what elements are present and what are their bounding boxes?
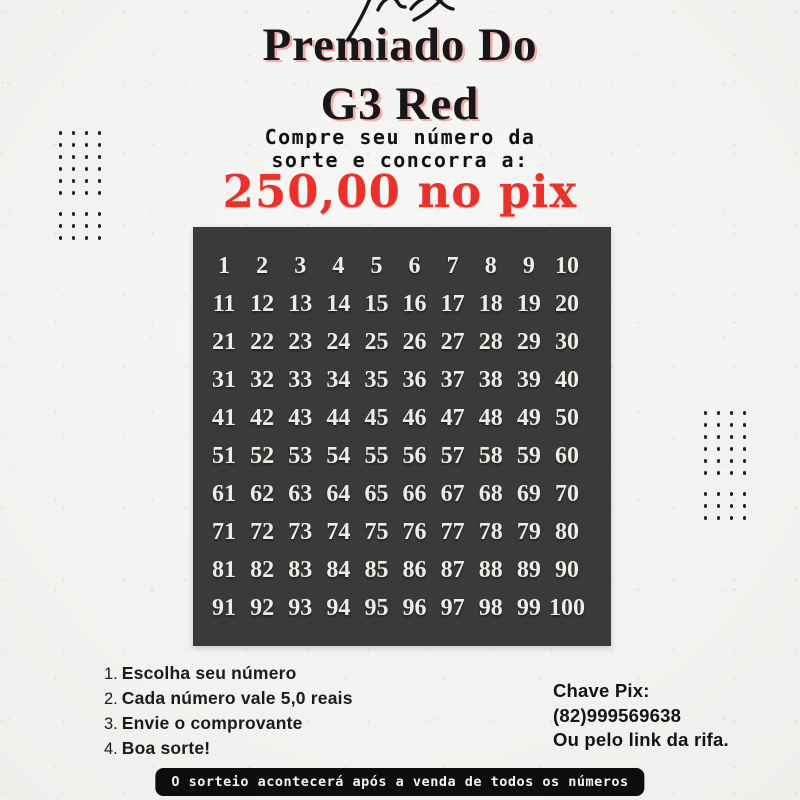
raffle-number-7: 7 — [446, 252, 459, 279]
raffle-number-33: 33 — [288, 366, 313, 393]
dot — [59, 179, 63, 183]
dot — [743, 492, 747, 496]
dot-pattern-right-icon — [699, 407, 751, 524]
dot — [72, 179, 76, 183]
dot — [717, 471, 721, 475]
instruction-item-2 — [104, 686, 353, 711]
raffle-number-6: 6 — [408, 252, 421, 279]
dot — [59, 236, 63, 240]
raffle-number-20: 20 — [554, 290, 579, 317]
raffle-number-37: 37 — [440, 366, 465, 393]
dot — [98, 224, 102, 228]
raffle-number-73: 73 — [288, 518, 313, 545]
instruction-item-3 — [104, 711, 353, 736]
dot-group — [699, 407, 751, 479]
raffle-number-92: 92 — [250, 594, 275, 621]
instruction-number: 1. — [104, 665, 118, 683]
raffle-number-99: 99 — [516, 594, 541, 621]
raffle-number-10: 10 — [554, 252, 579, 279]
dot — [730, 411, 734, 415]
pix-info-alt: Ou pelo link da rifa. — [553, 729, 729, 750]
raffle-number-60: 60 — [554, 442, 579, 469]
pix-info-label: Chave Pix: — [553, 680, 650, 701]
dot — [743, 471, 747, 475]
raffle-number-95: 95 — [364, 594, 389, 621]
raffle-number-74: 74 — [326, 518, 351, 545]
raffle-number-56: 56 — [402, 442, 427, 469]
raffle-number-68: 68 — [478, 480, 503, 507]
dot — [85, 167, 89, 171]
raffle-number-65: 65 — [364, 480, 389, 507]
raffle-number-61: 61 — [212, 480, 237, 507]
raffle-number-88: 88 — [478, 556, 503, 583]
raffle-number-51: 51 — [212, 442, 237, 469]
raffle-number-9: 9 — [522, 252, 535, 279]
dot — [730, 447, 734, 451]
dot — [72, 224, 76, 228]
raffle-number-93: 93 — [288, 594, 313, 621]
instruction-text: Envie o comprovante — [121, 713, 303, 733]
dot — [730, 492, 734, 496]
raffle-number-34: 34 — [326, 366, 351, 393]
raffle-number-42: 42 — [250, 404, 275, 431]
subtitle-line-2: sorte e concorra a: — [271, 148, 529, 172]
dot-group — [54, 208, 106, 244]
raffle-number-19: 19 — [516, 290, 541, 317]
raffle-number-59: 59 — [516, 442, 541, 469]
dot — [59, 155, 63, 159]
prize-amount: 250,00 no pix — [222, 165, 578, 218]
raffle-number-46: 46 — [402, 404, 427, 431]
dot-group — [54, 127, 106, 199]
raffle-number-29: 29 — [516, 328, 541, 355]
dot — [85, 191, 89, 195]
pix-key-number: (82)999569638 — [553, 704, 682, 726]
raffle-number-1: 1 — [218, 252, 231, 279]
dot — [704, 423, 708, 427]
dot — [704, 411, 708, 415]
raffle-number-66: 66 — [402, 480, 427, 507]
raffle-number-98: 98 — [478, 594, 503, 621]
instruction-item-4 — [104, 736, 353, 761]
raffle-number-94: 94 — [326, 594, 351, 621]
dot — [72, 131, 76, 135]
raffle-number-39: 39 — [516, 366, 541, 393]
dot — [98, 167, 102, 171]
dot — [85, 155, 89, 159]
raffle-number-76: 76 — [402, 518, 427, 545]
raffle-number-70: 70 — [554, 480, 579, 507]
dot — [717, 423, 721, 427]
dot — [730, 435, 734, 439]
raffle-number-26: 26 — [402, 328, 427, 355]
dot — [743, 459, 747, 463]
raffle-number-53: 53 — [288, 442, 313, 469]
instruction-number: 4. — [104, 740, 118, 758]
raffle-number-21: 21 — [212, 328, 237, 355]
dot — [85, 236, 89, 240]
dot — [59, 212, 63, 216]
dot — [717, 435, 721, 439]
dot — [72, 167, 76, 171]
dot — [98, 131, 102, 135]
dot — [743, 435, 747, 439]
raffle-number-57: 57 — [440, 442, 465, 469]
pix-info — [553, 679, 729, 753]
raffle-number-84: 84 — [326, 556, 351, 583]
raffle-number-12: 12 — [250, 290, 275, 317]
dot — [72, 143, 76, 147]
dot — [72, 236, 76, 240]
raffle-number-31: 31 — [212, 366, 237, 393]
raffle-number-89: 89 — [516, 556, 541, 583]
instruction-text: Escolha seu número — [121, 663, 297, 683]
raffle-number-11: 11 — [212, 290, 236, 317]
raffle-number-3: 3 — [294, 252, 307, 279]
dot — [730, 471, 734, 475]
raffle-number-2: 2 — [256, 252, 269, 279]
raffle-number-90: 90 — [554, 556, 579, 583]
raffle-number-91: 91 — [212, 594, 237, 621]
raffle-number-63: 63 — [288, 480, 313, 507]
dot — [743, 411, 747, 415]
raffle-number-4: 4 — [332, 252, 345, 279]
dot — [98, 212, 102, 216]
dot — [85, 212, 89, 216]
title-line-2: G3 Red — [320, 78, 480, 130]
raffle-number-52: 52 — [250, 442, 275, 469]
raffle-number-27: 27 — [440, 328, 465, 355]
raffle-number-64: 64 — [326, 480, 351, 507]
dot — [704, 492, 708, 496]
dot — [59, 224, 63, 228]
raffle-number-49: 49 — [516, 404, 541, 431]
dot — [717, 411, 721, 415]
raffle-number-43: 43 — [288, 404, 313, 431]
raffle-number-38: 38 — [478, 366, 503, 393]
raffle-number-55: 55 — [364, 442, 389, 469]
raffle-number-35: 35 — [364, 366, 389, 393]
raffle-number-71: 71 — [212, 518, 237, 545]
dot — [704, 459, 708, 463]
dot — [743, 504, 747, 508]
dot — [59, 167, 63, 171]
raffle-number-77: 77 — [440, 518, 465, 545]
dot — [704, 471, 708, 475]
title-line-1: Premiado Do — [262, 19, 538, 71]
raffle-number-grid — [193, 227, 611, 646]
raffle-number-15: 15 — [364, 290, 389, 317]
page-title — [0, 16, 800, 134]
dot — [85, 143, 89, 147]
raffle-number-24: 24 — [326, 328, 351, 355]
dot — [72, 191, 76, 195]
raffle-number-54: 54 — [326, 442, 351, 469]
instruction-text: Boa sorte! — [121, 738, 211, 758]
dot — [59, 131, 63, 135]
raffle-number-32: 32 — [250, 366, 275, 393]
raffle-number-45: 45 — [364, 404, 389, 431]
dot — [98, 179, 102, 183]
raffle-number-97: 97 — [440, 594, 465, 621]
raffle-number-13: 13 — [288, 290, 313, 317]
raffle-number-47: 47 — [440, 404, 465, 431]
dot — [704, 504, 708, 508]
raffle-number-78: 78 — [478, 518, 503, 545]
raffle-number-36: 36 — [402, 366, 427, 393]
dot — [730, 504, 734, 508]
raffle-number-75: 75 — [364, 518, 389, 545]
dot — [704, 447, 708, 451]
dot — [730, 516, 734, 520]
raffle-number-69: 69 — [516, 480, 541, 507]
dot-pattern-left-icon — [54, 127, 106, 244]
raffle-number-23: 23 — [288, 328, 313, 355]
raffle-number-81: 81 — [212, 556, 237, 583]
raffle-number-41: 41 — [212, 404, 237, 431]
raffle-number-25: 25 — [364, 328, 389, 355]
dot — [717, 504, 721, 508]
dot-group — [699, 488, 751, 524]
instruction-number: 3. — [104, 715, 118, 733]
dot — [98, 143, 102, 147]
raffle-number-83: 83 — [288, 556, 313, 583]
dot — [704, 435, 708, 439]
instructions-list — [104, 661, 353, 761]
raffle-number-28: 28 — [478, 328, 503, 355]
raffle-number-80: 80 — [554, 518, 579, 545]
dot — [717, 459, 721, 463]
instruction-number: 2. — [104, 690, 118, 708]
raffle-number-44: 44 — [326, 404, 351, 431]
raffle-number-17: 17 — [440, 290, 465, 317]
raffle-number-50: 50 — [554, 404, 579, 431]
dot — [72, 155, 76, 159]
dot — [59, 143, 63, 147]
raffle-number-86: 86 — [402, 556, 427, 583]
raffle-number-40: 40 — [554, 366, 579, 393]
dot — [730, 459, 734, 463]
dot — [85, 131, 89, 135]
dot — [717, 516, 721, 520]
raffle-number-85: 85 — [364, 556, 389, 583]
dot — [59, 191, 63, 195]
dot — [743, 447, 747, 451]
raffle-number-14: 14 — [326, 290, 351, 317]
raffle-number-100: 100 — [548, 594, 585, 621]
raffle-number-79: 79 — [516, 518, 541, 545]
dot — [717, 447, 721, 451]
dot — [704, 516, 708, 520]
dot — [730, 423, 734, 427]
raffle-number-18: 18 — [478, 290, 503, 317]
dot — [85, 224, 89, 228]
instruction-item-1 — [104, 661, 353, 686]
dot — [98, 191, 102, 195]
raffle-number-58: 58 — [478, 442, 503, 469]
raffle-number-8: 8 — [484, 252, 497, 279]
raffle-number-62: 62 — [250, 480, 275, 507]
subtitle-line-1: Compre seu número da — [264, 125, 536, 149]
raffle-number-22: 22 — [250, 328, 275, 355]
raffle-number-72: 72 — [250, 518, 275, 545]
raffle-number-30: 30 — [554, 328, 579, 355]
raffle-number-82: 82 — [250, 556, 275, 583]
dot — [85, 179, 89, 183]
raffle-number-87: 87 — [440, 556, 465, 583]
dot — [743, 516, 747, 520]
raffle-number-67: 67 — [440, 480, 465, 507]
dot — [717, 492, 721, 496]
instruction-text: Cada número vale 5,0 reais — [121, 688, 353, 708]
dot — [98, 236, 102, 240]
dot — [743, 423, 747, 427]
footer-notice: O sorteio acontecerá após a venda de todos os números — [155, 768, 644, 796]
raffle-number-5: 5 — [370, 252, 383, 279]
dot — [98, 155, 102, 159]
raffle-number-48: 48 — [478, 404, 503, 431]
raffle-number-96: 96 — [402, 594, 427, 621]
dot — [72, 212, 76, 216]
raffle-number-16: 16 — [402, 290, 427, 317]
